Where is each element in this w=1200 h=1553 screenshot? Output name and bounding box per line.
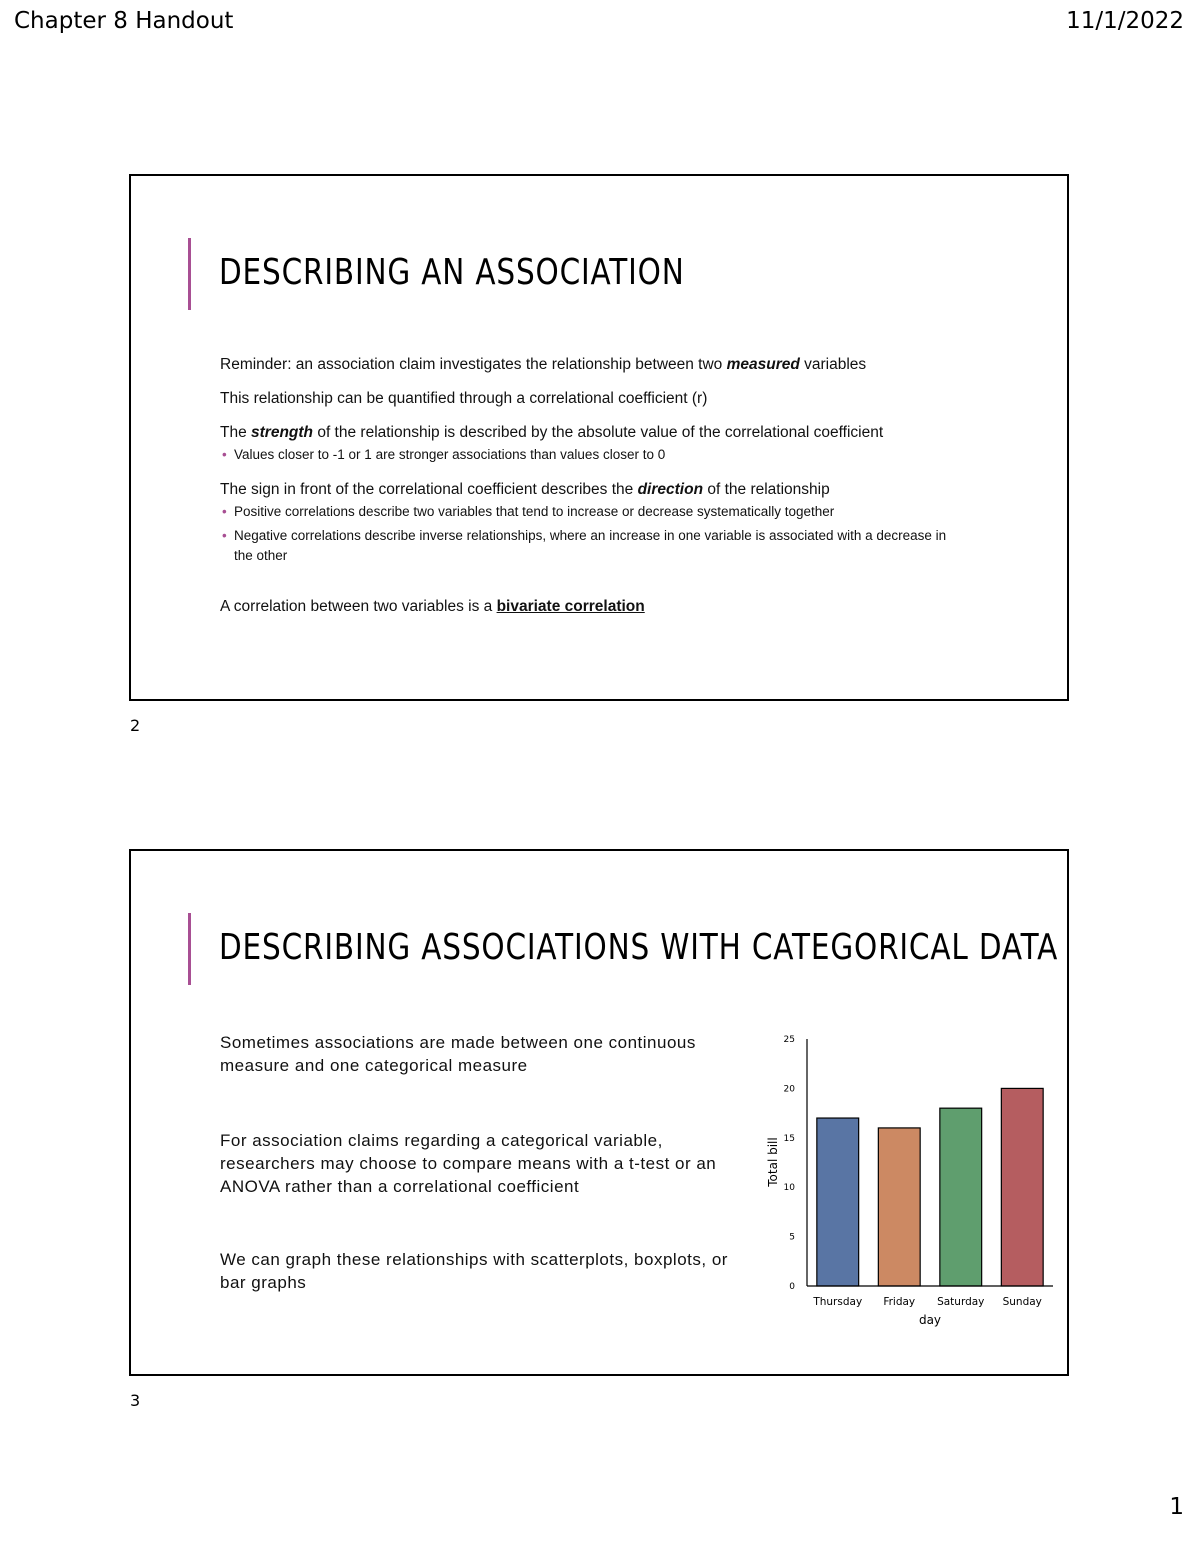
title-accent-bar — [188, 238, 191, 310]
x-axis-label: day — [918, 1313, 942, 1327]
title-accent-bar — [188, 913, 191, 985]
slide-2 — [129, 174, 1069, 701]
text: Negative correlations describe inverse relationships, where an increase in one variable is associated with a decrease in the other — [234, 528, 947, 563]
page-number: 1 — [1169, 1494, 1184, 1520]
paragraph-bivariate — [220, 596, 950, 617]
bar-chart — [759, 1029, 1059, 1334]
handout-date: 11/1/2022 — [1066, 8, 1184, 34]
emphasis-strength: strength — [251, 424, 314, 441]
text: A correlation between two variables is a — [220, 598, 497, 615]
text: Reminder: an association claim investigates the relationship between two — [220, 356, 727, 373]
bar-thursday — [817, 1118, 859, 1286]
slide-number: 3 — [130, 1391, 141, 1410]
paragraph-ttest-anova — [220, 1129, 740, 1198]
slide-title: DESCRIBING AN ASSOCIATION — [219, 252, 685, 293]
text: Sometimes associations are made between one continuous measure and one categorical measure — [220, 1033, 696, 1075]
slide-3 — [129, 849, 1069, 1376]
y-tick-label: 25 — [783, 1035, 795, 1045]
bullet-icon: • — [222, 504, 227, 519]
bullet-positive — [220, 502, 950, 522]
paragraph-direction — [220, 479, 950, 500]
y-axis-label: Total bill — [766, 1137, 780, 1187]
emphasis-direction: direction — [637, 481, 704, 498]
y-tick-label: 5 — [789, 1232, 795, 1243]
bullet-negative — [220, 526, 950, 566]
paragraph-reminder — [220, 354, 950, 375]
text: Values closer to -1 or 1 are stronger associations than values closer to 0 — [234, 447, 666, 462]
paragraph-strength — [220, 422, 950, 443]
slide-body — [220, 354, 950, 630]
y-tick-label: 20 — [783, 1084, 795, 1095]
y-tick-label: 0 — [789, 1282, 795, 1292]
text: The sign in front of the correlational coefficient describes the — [220, 481, 638, 498]
bullet-icon: • — [222, 447, 227, 462]
paragraph-graph-types — [220, 1248, 740, 1294]
text: of the relationship is described by the absolute value of the correlational coefficient — [313, 424, 884, 441]
slide-number: 2 — [130, 716, 141, 735]
x-tick-label-friday: Friday — [883, 1296, 916, 1308]
x-tick-label-saturday: Saturday — [937, 1296, 985, 1308]
bullet-strength — [220, 445, 950, 465]
bivariate-correlation-term: bivariate correlation — [496, 598, 645, 615]
bar-friday — [878, 1128, 920, 1286]
text: For association claims regarding a categorical variable, researchers may choose to compare means with a t-test or an ANOVA rather than a correlational coefficient — [220, 1131, 717, 1196]
text: of the relationship — [703, 481, 830, 498]
handout-title: Chapter 8 Handout — [14, 8, 234, 34]
bar-sunday — [1001, 1088, 1043, 1286]
y-tick-label: 15 — [783, 1133, 795, 1144]
x-tick-label-sunday: Sunday — [1002, 1296, 1042, 1308]
slide-title: DESCRIBING ASSOCIATIONS WITH CATEGORICAL DATA — [219, 927, 1059, 968]
text: Positive correlations describe two variables that tend to increase or decrease systematically together — [234, 504, 835, 519]
bullet-icon: • — [222, 528, 227, 543]
bar-saturday — [940, 1108, 982, 1286]
emphasis-measured: measured — [726, 356, 800, 373]
text: variables — [799, 356, 867, 373]
x-tick-label-thursday: Thursday — [813, 1296, 863, 1308]
text: The — [220, 424, 252, 441]
text: We can graph these relationships with scatterplots, boxplots, or bar graphs — [220, 1250, 728, 1292]
paragraph-quantified: This relationship can be quantified through a correlational coefficient (r) — [220, 390, 708, 407]
y-tick-label: 10 — [783, 1183, 795, 1194]
paragraph-continuous-categorical — [220, 1031, 740, 1077]
